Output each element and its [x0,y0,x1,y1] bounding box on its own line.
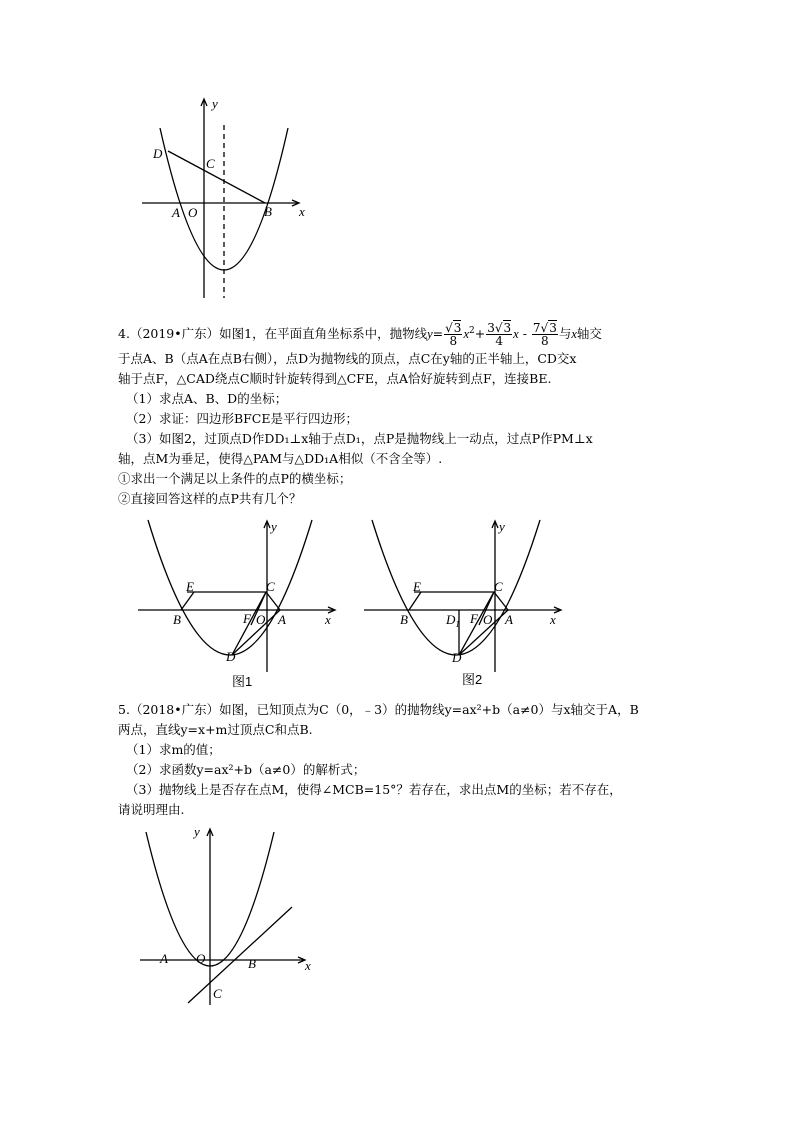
label-O: O [256,612,266,627]
problem-text-b: 与 [558,326,572,342]
fraction-3-num: 7√3 [532,321,557,336]
question-2: （2）求函数y=ax²+b（a≠0）的解析式； [126,762,366,777]
label-y: y [194,824,200,839]
label-F: F [470,611,478,626]
question-2: （2）求证：四边形BFCE是平行四边形； [126,411,359,426]
problem-number: 4. [118,326,130,342]
label-O: O [196,951,206,966]
fraction-3 [532,322,558,347]
fraction-1 [444,322,462,347]
eq-plus: + [474,326,486,342]
fraction-2 [486,322,512,347]
figure-2-caption: 图2 [462,672,483,687]
label-y: y [271,519,277,534]
problem-text: 如图1，在平面直角坐标系中，抛物线 [219,326,428,342]
label-x: x [305,958,311,973]
label-O: O [188,205,198,220]
label-F: F [243,611,251,626]
fraction-2-coef: 3 [487,321,495,336]
fraction-2-den: 4 [495,334,503,349]
problem-number: 5. [118,702,130,717]
question-3-part-1: ①求出一个满足以上条件的点P的横坐标； [118,471,352,486]
label-E: E [413,579,421,594]
label-C: C [266,579,275,594]
problem-4 [118,316,688,509]
figure-2 [355,515,570,695]
sqrt-3: 3 [549,321,557,336]
bottom-figure [130,820,330,1010]
fraction-1-num: √3 [445,321,462,336]
label-B: B [173,612,181,627]
label-D: D [452,650,462,665]
text-x: x [571,327,577,342]
eq-square: 2 [469,326,475,336]
question-3-cont: 轴，点M为垂足，使得△PAM与△DD₁A相似（不含全等）. [118,451,443,466]
label-D: D [226,649,236,664]
question-3-cont: 请说明理由. [118,802,185,817]
line-CA [266,592,280,610]
eq-equals: = [432,326,444,342]
label-C: C [213,986,222,1001]
problem-4-line-3: 轴于点F，△CAD绕点C顺时针旋转得到△CFE，点A恰好旋转到点F，连接BE. [118,371,552,386]
fraction-2-num: 3√3 [487,321,512,336]
problem-5 [118,700,688,820]
problem-5-line-1 [118,700,688,720]
label-D1 [445,612,460,629]
problem-source: （2019•广东） [129,326,220,342]
label-A: A [278,612,286,627]
label-B: B [400,612,408,627]
figure-1 [130,515,345,695]
fraction-1-den: 8 [449,334,458,349]
problem-4-line-1 [118,316,688,349]
parabola [148,520,312,655]
figure-1-caption: 图1 [232,674,253,689]
eq-x2: x [463,327,469,342]
question-3: （3）如图2，过顶点D作DD₁⊥x轴于点D₁，点P是抛物线上一动点，过点P作PM⊥x [126,431,593,446]
label-y: y [499,519,505,534]
question-3-part-2: ②直接回答这样的点P共有几个？ [118,491,302,506]
top-figure [130,90,330,305]
label-y: y [212,96,218,111]
label-B: B [248,956,256,971]
triangle-ECF [187,592,266,625]
line-BE [409,592,421,610]
question-1: （1）求m的值； [126,742,221,757]
question-3: （3）抛物线上是否存在点M，使得∠MCB=15°？若存在，求出点M的坐标；若不存在， [126,782,622,797]
sqrt-2: 3 [503,321,512,336]
line-BE [181,592,194,610]
fraction-3-den: 8 [541,334,549,349]
problem-4-line-2: 于点A、B（点A在点B右侧），点D为抛物线的顶点，点C在y轴的正半轴上，CD交x [118,351,577,366]
question-1: （1）求点A、B、D的坐标； [126,391,288,406]
label-C: C [494,579,503,594]
problem-text-c: 轴交 [576,326,602,342]
label-E: E [186,579,194,594]
fraction-3-coef: 7 [532,321,541,336]
label-A: A [172,205,180,220]
label-D1-main: D [446,612,456,627]
eq-x: x [513,327,519,342]
problem-text: 如图，已知顶点为C（0，﹣3）的抛物线y=ax²+b（a≠0）与x轴交于A，B [219,702,639,717]
label-x: x [550,612,556,627]
problem-source: （2018•广东） [129,702,220,717]
label-C: C [206,156,215,171]
label-B: B [264,204,272,219]
label-O: O [483,612,493,627]
line-CA [494,592,508,610]
line-DB [168,151,265,203]
label-D1-sub: 1 [455,619,460,629]
eq-minus: - [518,326,531,342]
label-x: x [299,204,305,219]
parabola [372,520,540,655]
problem-5-line-2: 两点，直线y=x+m过顶点C和点B. [118,722,313,737]
label-x: x [325,612,331,627]
eq-y: y [427,327,433,342]
label-A: A [160,951,168,966]
label-D: D [153,146,163,161]
label-A: A [505,612,513,627]
sqrt-1: 3 [453,321,462,336]
